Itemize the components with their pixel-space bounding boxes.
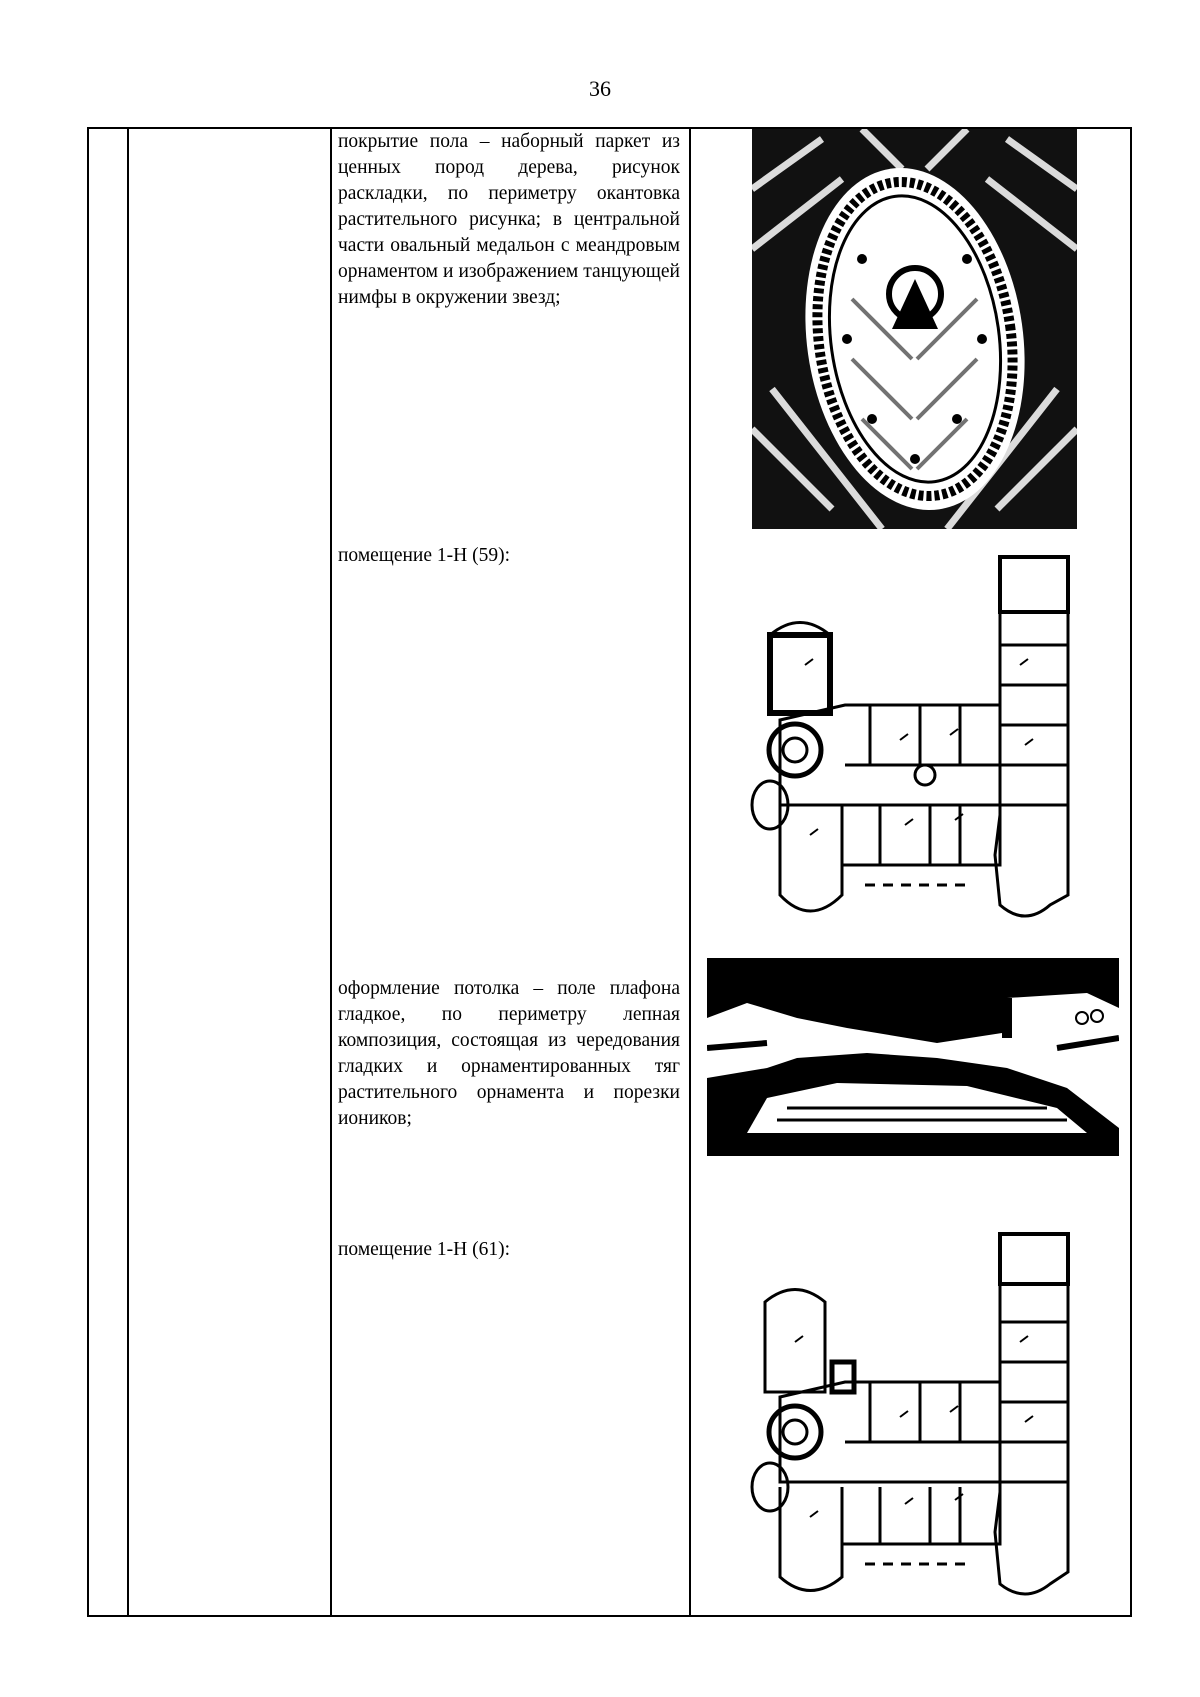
parquet-floor-photo <box>752 129 1077 529</box>
column-divider-3 <box>689 129 691 1615</box>
floor-plan-61 <box>750 1232 1070 1608</box>
text-floor-description: покрытие пола – наборный паркет из ценных пород дерева, рисунок раскладки, по периметру окантовка растительного рисунка; в центральной части овальный медальон с меандровым орнаментом и изображением танцующей нимфы в окружении звезд; <box>338 131 680 308</box>
text-ceiling-description: оформление потолка – поле плафона гладкое, по периметру лепная композиция, состоящая из чередования гладких и орнаментированных тяг растительного орнамента и порезки иоников; <box>338 978 680 1129</box>
floor-plan-59 <box>750 555 1070 930</box>
page-number: 36 <box>589 76 611 101</box>
column-divider-1 <box>127 129 129 1615</box>
text-room-61: помещение 1-Н (61): <box>338 1239 510 1260</box>
text-room-59: помещение 1-Н (59): <box>338 545 510 566</box>
column-divider-2 <box>330 129 332 1615</box>
ceiling-photo <box>707 958 1119 1156</box>
